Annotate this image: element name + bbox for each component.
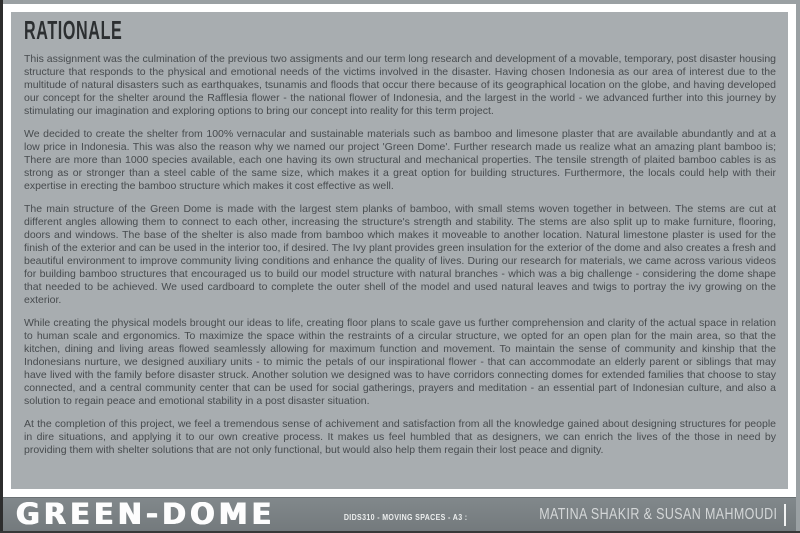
rationale-text	[24, 53, 776, 457]
footer-bar	[3, 497, 796, 531]
paragraph-4: While creating the physical models brought our ideas to life, creating floor plans to scale gave us further comprehension and clarity of the actual space in relation to human scale and ergonomics. To maximize the space within the restraints of a circular structure, we opted for an open plan for the main area, so that the kitchen, dining and living areas flowed seamlessly allowing for maximum function and movement. To maintain the sense of community and kinship that the Indonesians nurture, we designed auxiliary units - to mimic the petals of our inspirational flower - that can accommodate an elderly parent or siblings that may have lived with the family before disaster struck. Another solution we designed was to have corridors connecting domes for extended families that choose to stay connected, and a central community center that can be used for social gatherings, prayers and meditation - an essential part of Indonesian culture, and also a solution to regain peace and emotional stability in a post disaster situation.	[24, 317, 776, 407]
left-edge-strip	[0, 0, 3, 533]
paragraph-2: We decided to create the shelter from 100% vernacular and sustainable materials such as bamboo and limesone plaster that are available abundantly and at a low price in Indonesia. This was also the reason why we named our project 'Green Dome'. Further research made us realize what an amazing plant bamboo is; There are more than 1000 species available, each one having its own structural and mechanical properties. The tensile strength of plaited bamboo cables is as strong as or stronger than a steel cable of the same size, which makes it a great option for building structures. Furthermore, the locals could help with their expertise in erecting the bamboo structure which makes it cost effective as well.	[24, 128, 776, 192]
content-panel	[11, 12, 788, 489]
right-edge-strip	[796, 0, 800, 533]
top-edge-strip	[0, 0, 800, 4]
paragraph-1: This assignment was the culmination of the previous two assigments and our term long research and development of a movable, temporary, post disaster housing structure that responds to the physical and emotional needs of the victims involved in the disaster. Having chosen Indonesia as our area of interest due to the multitude of natural disasters such as earthquakes, tsunamis and floods that occur there because of its geographical location on the globe, and having developed our concept for the shelter around the Rafflesia flower - the national flower of Indonesia, and the largest in the world - we advanced further into this journey by stimulating our imagination and exploring options to bring our concept into reality for this term project.	[24, 53, 776, 117]
paragraph-5: At the completion of this project, we feel a tremendous sense of achivement and satisfaction from all the knowledge gained about designing structures for people in dire situations, and applying it to our own creative process. It makes us feel humbled that as designers, we can enrich the lives of the those in need by providing them with shelter solutions that are not only functional, but would also help them regain their lost peace and dignity.	[24, 418, 776, 456]
project-logo-text: GREEN-DOME	[16, 497, 276, 531]
paragraph-3: The main structure of the Green Dome is made with the largest stem planks of bamboo, with small stems woven together in between. The stems are cut at different angles allowing them to connect to each other, increasing the structure's strength and stability. The stems are also split up to make furniture, flooring, doors and windows. The base of the shelter is also made from bamboo which makes it moveable to another location. Natural limestone plaster is used for the finish of the exterior and can be used in the interior too, if desired. The Ivy plant provides green insulation for the exterior of the dome and also creates a fresh and beautiful environment to improve community living conditions and enhance the quality of lives. During our research for materials, we came across various videos for building bamboo structures that encouraged us to build our model structure with natural branches - which was a big challenge - considering the dome shape that needed to be achieved. We used cardboard to complete the outer shell of the model and used natural leaves and twigs to portray the ivy growing on the exterior.	[24, 203, 776, 306]
authors-names: MATINA SHAKIR & SUSAN MAHMOUDI	[538, 505, 777, 523]
credits-block	[327, 504, 786, 526]
page-title: RATIONALE	[24, 15, 123, 45]
course-code-label: DIDS310 - MOVING SPACES - A3 :	[343, 512, 468, 522]
